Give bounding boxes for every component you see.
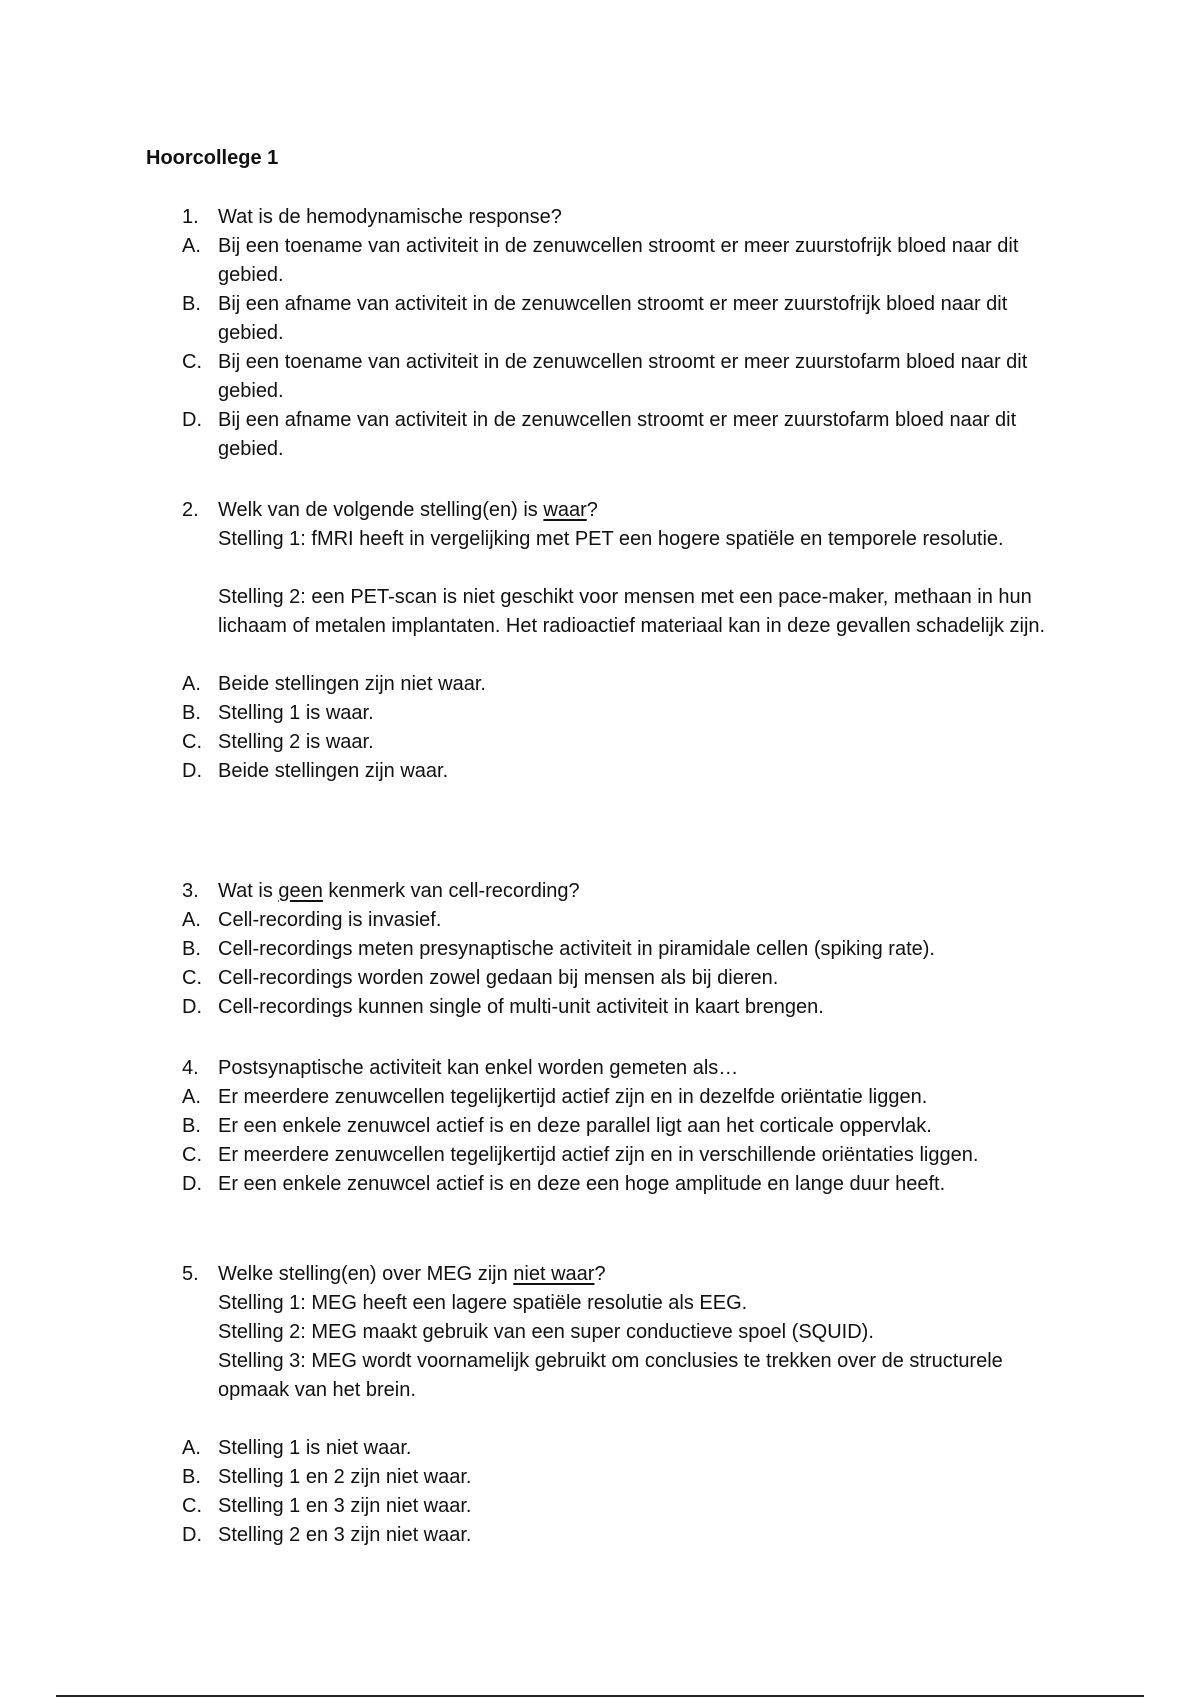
question-number: 1.: [182, 206, 199, 228]
option-text: Bij een afname van activiteit in de zenuwcellen stroomt er meer zuurstofarm bloed naar dit gebied.: [218, 409, 1017, 460]
option-label: A.: [182, 673, 201, 695]
option-label: C.: [182, 1495, 202, 1517]
option-text: Cell-recordings worden zowel gedaan bij mensen als bij dieren.: [218, 967, 779, 989]
question-2: [182, 496, 1062, 786]
question-prompt: [182, 877, 1062, 906]
option-label: C.: [182, 351, 202, 373]
question-text-part: Welke stelling(en) over MEG zijn: [218, 1263, 514, 1285]
statement-2: Stelling 2: MEG maakt gebruik van een super conductieve spoel (SQUID).: [218, 1321, 874, 1343]
answer-option-b: [182, 1463, 1062, 1492]
question-1: [182, 203, 1062, 464]
answer-option-d: [182, 1170, 1062, 1199]
option-text: Bij een toename van activiteit in de zenuwcellen stroomt er meer zuurstofrijk bloed naar dit gebied.: [218, 235, 1019, 286]
option-text: Er meerdere zenuwcellen tegelijkertijd actief zijn en in verschillende oriëntaties liggen.: [218, 1144, 979, 1166]
question-text-part: ?: [586, 499, 598, 521]
question-4: [182, 1054, 1062, 1199]
option-label: B.: [182, 1115, 201, 1137]
option-text: Bij een afname van activiteit in de zenuwcellen stroomt er meer zuurstofrijk bloed naar dit gebied.: [218, 293, 1008, 344]
answer-option-d: [182, 757, 1062, 786]
answer-option-d: [182, 1521, 1062, 1550]
question-text: Wat is de hemodynamische response?: [218, 206, 562, 228]
statement-2: Stelling 2: een PET-scan is niet geschikt voor mensen met een pace-maker, methaan in hun lichaam of metalen implantaten. Het radioactief materiaal kan in deze gevallen schadelijk zijn.: [218, 586, 1046, 637]
question-text: [218, 877, 1062, 906]
statement-1: Stelling 1: MEG heeft een lagere spatiële resolutie als EEG.: [218, 1292, 748, 1314]
footer-divider: [56, 1695, 1144, 1697]
option-label: B.: [182, 293, 201, 315]
option-label: D.: [182, 409, 202, 431]
question-text: Postsynaptische activiteit kan enkel worden gemeten als…: [218, 1057, 739, 1079]
answer-option-d: [182, 993, 1062, 1022]
question-text-part: kenmerk van cell-recording?: [322, 880, 580, 902]
option-text: Er een enkele zenuwcel actief is en deze parallel ligt aan het corticale oppervlak.: [218, 1115, 932, 1137]
option-text: Cell-recordings meten presynaptische activiteit in piramidale cellen (spiking rate).: [218, 938, 935, 960]
option-text: Er een enkele zenuwcel actief is en deze een hoge amplitude en lange duur heeft.: [218, 1173, 946, 1195]
option-label: A.: [182, 235, 201, 257]
question-number: 3.: [182, 880, 199, 902]
question-text-part: ?: [594, 1263, 606, 1285]
question-text-part: Welk van de volgende stelling(en) is: [218, 499, 544, 521]
option-text: Cell-recordings kunnen single of multi-unit activiteit in kaart brengen.: [218, 996, 824, 1018]
option-label: D.: [182, 1524, 202, 1546]
option-text: Er meerdere zenuwcellen tegelijkertijd actief zijn en in dezelfde oriëntatie liggen.: [218, 1086, 928, 1108]
answer-option-c: [182, 964, 1062, 993]
option-label: A.: [182, 1437, 201, 1459]
option-label: C.: [182, 731, 202, 753]
question-text: [218, 496, 1062, 525]
underlined-keyword: waar: [543, 499, 587, 521]
option-label: B.: [182, 702, 201, 724]
option-text: Stelling 2 en 3 zijn niet waar.: [218, 1524, 472, 1546]
answer-option-b: [182, 699, 1062, 728]
question-number: 5.: [182, 1263, 199, 1285]
answer-option-c: [182, 1492, 1062, 1521]
answer-option-b: [182, 935, 1062, 964]
question-text: [218, 1260, 1062, 1289]
answer-option-a: [182, 906, 1062, 935]
option-label: A.: [182, 909, 201, 931]
option-label: D.: [182, 1173, 202, 1195]
statement-3: Stelling 3: MEG wordt voornamelijk gebruikt om conclusies te trekken over de structurele opmaak van het brein.: [218, 1350, 1003, 1401]
underlined-keyword: geen: [278, 880, 323, 902]
question-3: [182, 877, 1062, 1022]
page-title: Hoorcollege 1: [146, 147, 279, 169]
option-text: Stelling 1 en 3 zijn niet waar.: [218, 1495, 472, 1517]
option-text: Stelling 1 en 2 zijn niet waar.: [218, 1466, 472, 1488]
answer-option-d: [182, 406, 1062, 464]
option-text: Beide stellingen zijn waar.: [218, 760, 449, 782]
question-number: 4.: [182, 1057, 199, 1079]
question-number: 2.: [182, 499, 199, 521]
option-label: B.: [182, 1466, 201, 1488]
answer-option-b: [182, 290, 1062, 348]
option-text: Bij een toename van activiteit in de zenuwcellen stroomt er meer zuurstofarm bloed naar dit gebied.: [218, 351, 1028, 402]
answer-option-c: [182, 348, 1062, 406]
question-5: [182, 1260, 1062, 1550]
option-label: D.: [182, 996, 202, 1018]
option-text: Stelling 1 is waar.: [218, 702, 374, 724]
question-text-part: Wat is: [218, 880, 279, 902]
option-text: Cell-recording is invasief.: [218, 909, 442, 931]
option-label: C.: [182, 967, 202, 989]
answer-option-a: [182, 1083, 1062, 1112]
option-label: A.: [182, 1086, 201, 1108]
option-label: D.: [182, 760, 202, 782]
answer-option-a: [182, 670, 1062, 699]
statement-1: Stelling 1: fMRI heeft in vergelijking met PET een hogere spatiële en temporele resolutie.: [218, 528, 1004, 550]
underlined-keyword: niet waar: [513, 1263, 595, 1285]
question-prompt: [182, 203, 1062, 232]
question-prompt: [182, 1054, 1062, 1083]
question-prompt: [182, 1260, 1062, 1289]
option-label: C.: [182, 1144, 202, 1166]
option-text: Stelling 2 is waar.: [218, 731, 374, 753]
option-label: B.: [182, 938, 201, 960]
question-prompt: [182, 496, 1062, 525]
option-text: Stelling 1 is niet waar.: [218, 1437, 412, 1459]
answer-option-a: [182, 1434, 1062, 1463]
answer-option-c: [182, 728, 1062, 757]
answer-option-b: [182, 1112, 1062, 1141]
option-text: Beide stellingen zijn niet waar.: [218, 673, 486, 695]
answer-option-c: [182, 1141, 1062, 1170]
answer-option-a: [182, 232, 1062, 290]
